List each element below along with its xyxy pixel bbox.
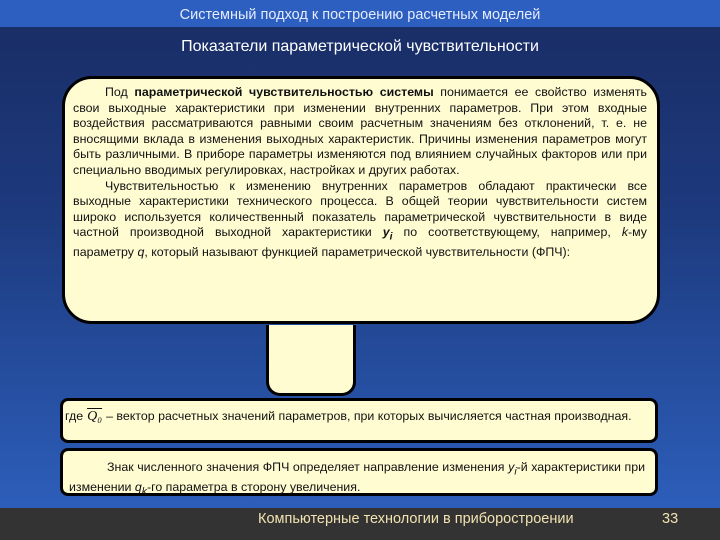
var-k: k: [621, 225, 629, 240]
var-y: y: [382, 225, 390, 240]
q0-symbol: Q₀: [87, 409, 103, 424]
definition-box: [62, 76, 660, 324]
var-q: q: [134, 480, 142, 495]
text: Знак численного значения ФПЧ определяет направление изменения: [107, 460, 509, 474]
paragraph-sign: [69, 460, 645, 500]
text: , который называют функцией параметрической чувствительности (ФПЧ):: [144, 245, 571, 260]
page-number: 33: [662, 511, 679, 527]
term: параметрической чувствительностью системы: [134, 85, 434, 99]
text: Под: [105, 85, 135, 99]
index-i: i: [514, 466, 517, 478]
slide-title: Показатели параметрической чувствительности: [181, 38, 539, 55]
index-i: i: [389, 231, 393, 243]
text: по соответствующему, например,: [392, 225, 622, 240]
paragraph-definition: [73, 85, 647, 179]
text: -му параметру: [73, 225, 647, 260]
paragraph-sensitivity: [73, 179, 647, 261]
text: понимается ее свойство изменять свои выходные характеристики при изменении внутренних параметров. При этом входные воздействия рассматриваются равными своим расчетным значениям без отклонений, т. е. не вносящими вклада в изменения выходных характеристик. Причины изменения параметров могут быть различными. В приборе параметры изменяются под влиянием случайных факторов или при специально вводимых регулировках, настройках и других работах.: [73, 85, 647, 177]
text: – вектор расчетных значений параметров, при которых вычисляется частная производная.: [106, 409, 632, 423]
text: Чувствительностью к изменению внутренних параметров обладают практически все выходные характеристики технического процесса. В общей теории чувствительности систем широко используется количественный показатель параметрической чувствительности в виде частной производной выходной характеристики: [73, 178, 647, 240]
footer-text: Компьютерные технологии в приборостроении: [258, 511, 574, 527]
note-box: [60, 398, 658, 443]
var-y: y: [508, 460, 515, 474]
footer: [0, 508, 720, 540]
slide-header: Системный подход к построению расчетных моделей: [0, 0, 720, 27]
index-k: k: [141, 486, 147, 498]
text: где: [65, 409, 84, 423]
text: -го параметра в сторону увеличения.: [146, 480, 361, 495]
text: -й характеристики при изменении: [69, 460, 646, 495]
var-q: q: [137, 245, 145, 260]
formula-box: [266, 325, 356, 396]
sign-box: [60, 448, 658, 496]
